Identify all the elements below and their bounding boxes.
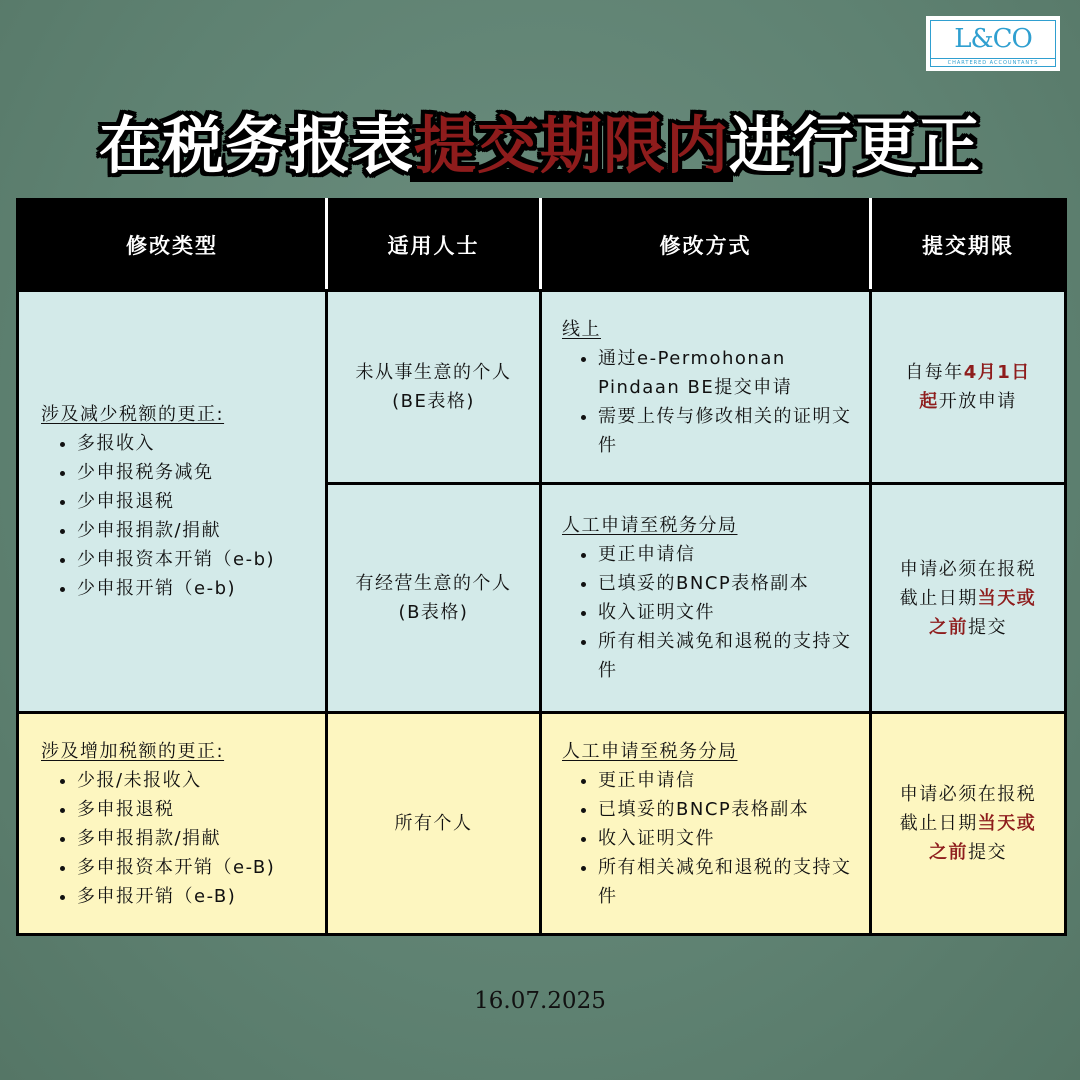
list-item: • 多申报开销（e-B) xyxy=(77,882,325,911)
b-deadline-cell xyxy=(871,484,1066,713)
list-item: • 收入证明文件 xyxy=(598,598,855,627)
b-who-cell xyxy=(327,484,541,713)
header-applicable: 适用人士 xyxy=(327,200,541,291)
increase-deadline-pre2: 截止日期 xyxy=(899,813,978,834)
logo-name: L&CO xyxy=(954,24,1032,54)
b-method-heading: 人工申请至税务分局 xyxy=(562,515,738,536)
header-method: 修改方式 xyxy=(541,200,871,291)
company-logo xyxy=(926,16,1060,71)
list-item: • 多申报资本开销（e-B) xyxy=(77,853,325,882)
increase-deadline-red-b: 之前 xyxy=(929,842,968,863)
reduce-type-heading: 涉及减少税额的更正: xyxy=(41,404,225,425)
increase-deadline-cell xyxy=(871,713,1066,935)
list-item: • 收入证明文件 xyxy=(598,824,855,853)
list-item: • 通过e-Permohonan Pindaan BE提交申请 xyxy=(598,344,855,402)
increase-method-cell xyxy=(541,713,871,935)
list-item: • 所有相关减免和退税的支持文件 xyxy=(598,627,855,685)
be-who-line2: (BE表格) xyxy=(392,391,475,412)
b-who-line2: (B表格) xyxy=(398,602,469,623)
reduce-type-cell xyxy=(18,291,327,713)
b-who-line1: 有经营生意的个人 xyxy=(355,573,512,594)
logo-subtitle: CHARTERED ACCOUNTANTS xyxy=(931,58,1055,66)
header-deadline: 提交期限 xyxy=(871,200,1066,291)
increase-type-heading: 涉及增加税额的更正: xyxy=(41,740,225,762)
b-deadline-red-b: 之前 xyxy=(929,616,968,638)
table-row-increase xyxy=(18,713,1066,935)
be-who-cell xyxy=(327,291,541,484)
increase-method-heading: 人工申请至税务分局 xyxy=(562,740,738,762)
be-deadline-date: 4月1日 xyxy=(963,362,1031,383)
b-deadline-red-a: 当天或 xyxy=(977,587,1037,609)
increase-who-cell: 所有个人 xyxy=(327,713,541,935)
list-item: • 少申报税务减免 xyxy=(77,458,325,487)
table-row-reduce-be xyxy=(18,291,1066,484)
be-who-line1: 未从事生意的个人 xyxy=(355,362,512,383)
list-item: • 需要上传与修改相关的证明文件 xyxy=(598,402,855,460)
increase-method-list xyxy=(562,766,855,911)
list-item: • 多申报退税 xyxy=(77,795,325,824)
list-item: • 已填妥的BNCP表格副本 xyxy=(598,795,855,824)
list-item: • 所有相关减免和退税的支持文件 xyxy=(598,853,855,911)
b-deadline-line1: 申请必须在报税 xyxy=(899,558,1037,580)
b-method-list xyxy=(562,540,855,685)
increase-deadline-line1: 申请必须在报税 xyxy=(899,784,1037,805)
list-item: • 已填妥的BNCP表格副本 xyxy=(598,569,855,598)
be-deadline-from: 起 xyxy=(919,391,939,412)
be-method-cell xyxy=(541,291,871,484)
b-deadline-pre2: 截止日期 xyxy=(899,587,978,609)
header-type: 修改类型 xyxy=(18,200,327,291)
list-item: • 少申报资本开销（e-b) xyxy=(77,545,325,574)
be-method-list xyxy=(562,344,855,460)
title-part1: 在税务报表 xyxy=(98,109,414,182)
list-item: • 更正申请信 xyxy=(598,766,855,795)
b-deadline-post: 提交 xyxy=(968,616,1007,638)
increase-deadline-post: 提交 xyxy=(968,842,1007,863)
table-header-row xyxy=(18,200,1066,291)
list-item: • 少申报捐款/捐献 xyxy=(77,516,325,545)
list-item: • 多报收入 xyxy=(77,429,325,458)
title-part2: 进行更正 xyxy=(729,109,982,182)
list-item: • 更正申请信 xyxy=(598,540,855,569)
b-method-cell xyxy=(541,484,871,713)
list-item: • 少申报退税 xyxy=(77,487,325,516)
list-item: • 多申报捐款/捐献 xyxy=(77,824,325,853)
reduce-type-list xyxy=(41,429,325,603)
amendment-table xyxy=(16,198,1067,936)
increase-type-list xyxy=(41,766,325,911)
list-item: • 少申报开销（e-b) xyxy=(77,574,325,603)
page-title xyxy=(0,108,1080,184)
increase-deadline-red-a: 当天或 xyxy=(977,813,1037,834)
be-deadline-pre: 自每年 xyxy=(905,362,964,383)
list-item: • 少报/未报收入 xyxy=(77,766,325,795)
increase-type-cell xyxy=(18,713,327,935)
title-highlight: 提交期限内 xyxy=(413,109,729,182)
be-method-heading: 线上 xyxy=(562,318,601,340)
be-deadline-post: 开放申请 xyxy=(938,391,1017,412)
be-deadline-cell xyxy=(871,291,1066,484)
publish-date: 16.07.2025 xyxy=(474,988,606,1014)
